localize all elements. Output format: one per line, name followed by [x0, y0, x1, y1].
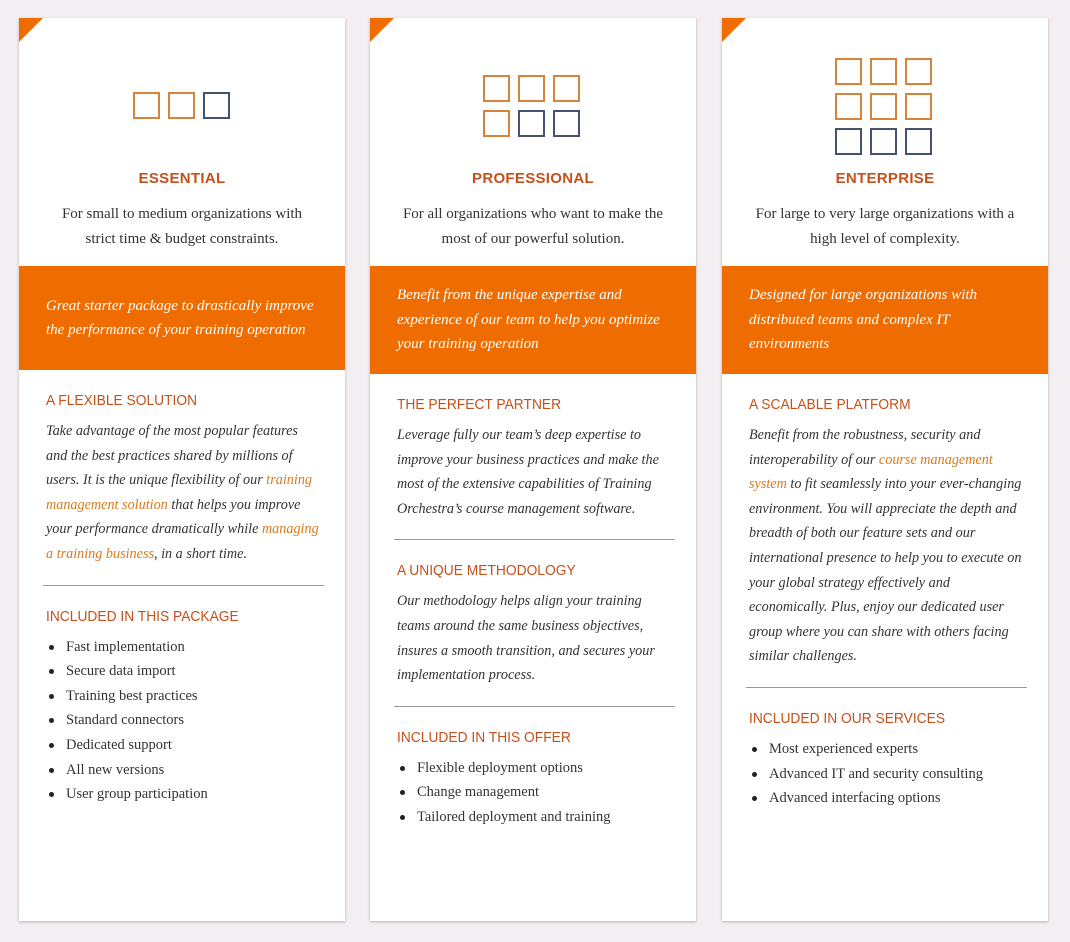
plan-title: ENTERPRISE [835, 170, 935, 187]
list-item: Standard connectors [46, 708, 321, 733]
plan-tagline: Benefit from the unique expertise and experience of our team to help you optimize your training operation [397, 287, 660, 353]
list-item: Tailored deployment and training [397, 805, 672, 830]
list-item: Training best practices [46, 684, 321, 709]
square-orange [133, 92, 160, 119]
square-orange [905, 58, 932, 85]
plan-title: ESSENTIAL [138, 170, 226, 187]
square-navy [905, 128, 932, 155]
section-paragraph [46, 419, 321, 567]
square-orange [518, 75, 545, 102]
section-heading: THE PERFECT PARTNER [397, 396, 562, 413]
section-paragraph [749, 423, 1024, 669]
list-item: Change management [397, 780, 672, 805]
section-heading: A UNIQUE METHODOLOGY [397, 562, 576, 580]
included-heading: INCLUDED IN THIS PACKAGE [46, 607, 239, 625]
squares-icon [483, 75, 580, 137]
squares-icon [133, 92, 230, 119]
plan-tagline: Great starter package to drastically improve the performance of your training operation [46, 297, 314, 338]
divider [746, 687, 1027, 688]
included-heading: INCLUDED IN OUR SERVICES [749, 709, 946, 727]
square-navy [835, 128, 862, 155]
included-list [46, 635, 321, 807]
list-item: Most experienced experts [749, 737, 1024, 762]
plan-tagline-band [370, 266, 696, 374]
square-orange [835, 58, 862, 85]
list-item: Advanced IT and security consulting [749, 762, 1024, 787]
square-orange [835, 93, 862, 120]
section-paragraph: Leverage fully our team’s deep expertise to improve your business practices and make the most of the extensive capabilities of Training Orchestra’s course management software. [397, 427, 659, 517]
corner-accent [722, 18, 746, 42]
text-run: , in a short time. [154, 545, 248, 562]
plan-card-enterprise [722, 18, 1048, 921]
included-list [397, 756, 672, 830]
text-run: Benefit from the robustness, security and interoperability of our [749, 427, 981, 468]
square-navy [870, 128, 897, 155]
square-orange [870, 93, 897, 120]
plan-content [749, 395, 1024, 811]
text-run: Take advantage of the most popular features and the best practices shared by millions of users. It is the unique flexibility of our [46, 423, 298, 489]
corner-accent [370, 18, 394, 42]
plan-tagline: Designed for large organizations with distributed teams and complex IT environments [749, 287, 978, 353]
square-navy [203, 92, 230, 119]
square-navy [518, 110, 545, 137]
square-orange [553, 75, 580, 102]
square-orange [870, 58, 897, 85]
plan-tagline-band [19, 266, 345, 370]
section-heading: A FLEXIBLE SOLUTION [46, 392, 198, 409]
plan-title: PROFESSIONAL [472, 170, 594, 187]
course-management-system-link[interactable]: course management system [749, 451, 993, 493]
text-run: that helps you improve your performance dramatically while [46, 496, 301, 538]
square-orange [905, 93, 932, 120]
squares-icon [835, 58, 932, 155]
divider [394, 706, 675, 707]
section-paragraph: Our methodology helps align your training teams around the same business objectives, insures a smooth transition, and secures your implementation process. [397, 593, 655, 684]
list-item: Fast implementation [46, 635, 321, 660]
plan-subtitle: For small to medium organizations with strict time & budget constraints. [61, 206, 303, 247]
list-item: Advanced interfacing options [749, 786, 1024, 811]
plan-card-essential [19, 18, 345, 921]
plan-subtitle: For all organizations who want to make the most of our powerful solution. [402, 206, 664, 247]
text-run: to fit seamlessly into your ever-changing environment. You will appreciate the depth and breadth of both our feature sets and our international presence to help you to execute on your global strategy effectively and economically. Plus, enjoy our dedicated user group where you can share with others facing similar challenges. [749, 476, 1022, 665]
square-navy [553, 110, 580, 137]
section-heading: A SCALABLE PLATFORM [749, 396, 911, 413]
list-item: Dedicated support [46, 733, 321, 758]
square-orange [168, 92, 195, 119]
list-item: Secure data import [46, 659, 321, 684]
managing-training-business-link[interactable]: managing a training business [46, 521, 319, 562]
included-heading: INCLUDED IN THIS OFFER [397, 728, 571, 746]
corner-accent [19, 18, 43, 42]
plan-content [397, 395, 672, 830]
divider [43, 585, 324, 586]
list-item: User group participation [46, 782, 321, 807]
included-list [749, 737, 1024, 811]
square-orange [483, 75, 510, 102]
square-orange [483, 110, 510, 137]
plan-content [46, 391, 321, 807]
list-item: Flexible deployment options [397, 756, 672, 781]
list-item: All new versions [46, 758, 321, 783]
divider [394, 539, 675, 540]
training-management-solution-link[interactable]: training management solution [46, 472, 313, 513]
plan-subtitle: For large to very large organizations with a high level of complexity. [755, 206, 1015, 247]
plan-card-professional [370, 18, 696, 921]
plan-tagline-band [722, 266, 1048, 374]
